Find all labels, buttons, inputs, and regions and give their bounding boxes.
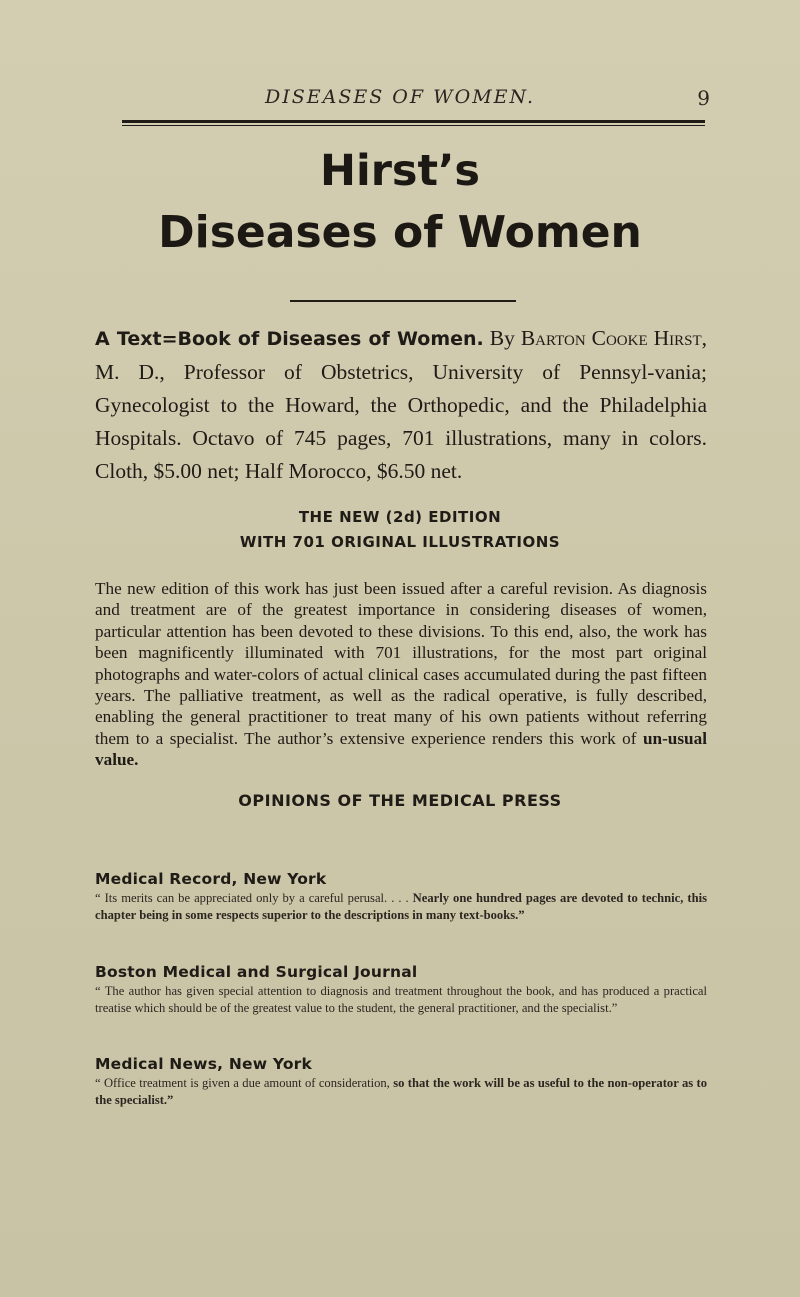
- review-quote-text: “ Its merits can be appreciated only by a careful perusal. . . .: [95, 891, 409, 905]
- book-description: [95, 322, 707, 488]
- review-quote: [95, 983, 707, 1016]
- description-rest: , M. D., Professor of Obstetrics, University of Pennsyl-vania; Gynecologist to the Howard, the Orthopedic, and the Philadelphia Hospitals. Octavo of 745 pages, 701 illustrations, many in colors. Cloth, $5.00 net; Half Morocco, $6.50 net.: [95, 326, 708, 483]
- book-title-line2: Diseases of Women: [158, 207, 642, 258]
- author-name: Barton Cooke Hirst: [520, 326, 702, 350]
- review-medical-record: [95, 870, 707, 923]
- body-text: The new edition of this work has just been issued after a careful revision. As diagnosis and treatment are of the greatest importance in considering diseases of women, particular attention has been devoted to these divisions. To this end, also, the work has been magnificently illuminated with 701 illustrations, for the most part original photographs and water-colors of actual clinical cases accumulated during the past fifteen years. The palliative treatment, as well as the radical operative, is fully described, enabling the general practitioner to treat many of his own patients without referring them to a specialist. The author’s extensive experience renders this work of: [95, 579, 707, 748]
- review-source: Medical News, New York: [95, 1055, 313, 1073]
- edition-line1: THE NEW (2d) EDITION: [298, 508, 502, 526]
- opinions-heading: OPINIONS OF THE MEDICAL PRESS: [238, 791, 562, 810]
- header-rule: [122, 120, 705, 123]
- review-boston-journal: [95, 963, 707, 1016]
- running-head: DISEASES OF WOMEN.: [265, 86, 535, 108]
- description-by: By: [483, 326, 521, 350]
- review-quote-text: “ Office treatment is given a due amount of consideration,: [95, 1076, 390, 1090]
- review-medical-news: [95, 1055, 707, 1108]
- book-title-line1: Hirst’s: [319, 146, 480, 196]
- edition-line2: WITH 701 ORIGINAL ILLUSTRATIONS: [239, 533, 561, 551]
- review-quote-text: “ The author has given special attention to diagnosis and treatment throughout the book, and has produced a practical treatise which should be of the greatest value to the student, the general practitioner, and the specialist.”: [95, 984, 707, 1015]
- review-quote: [95, 1075, 707, 1108]
- review-quote-emphasis: so that the work will be as useful to the non-operator as to the specialist.”: [95, 1076, 708, 1107]
- review-quote-emphasis: Nearly one hundred pages are devoted to technic, this chapter being in some respects superior to the descriptions in many text-books.”: [95, 891, 707, 922]
- description-lead: A Text=Book of Diseases of Women.: [95, 328, 484, 350]
- review-source: Boston Medical and Surgical Journal: [95, 963, 418, 981]
- review-source: Medical Record, New York: [95, 870, 327, 888]
- body-paragraph: [95, 578, 707, 771]
- title-rule: [290, 300, 516, 302]
- body-ending: un-usual value.: [95, 728, 707, 770]
- page-number: 9: [697, 86, 710, 110]
- review-quote: [95, 890, 707, 923]
